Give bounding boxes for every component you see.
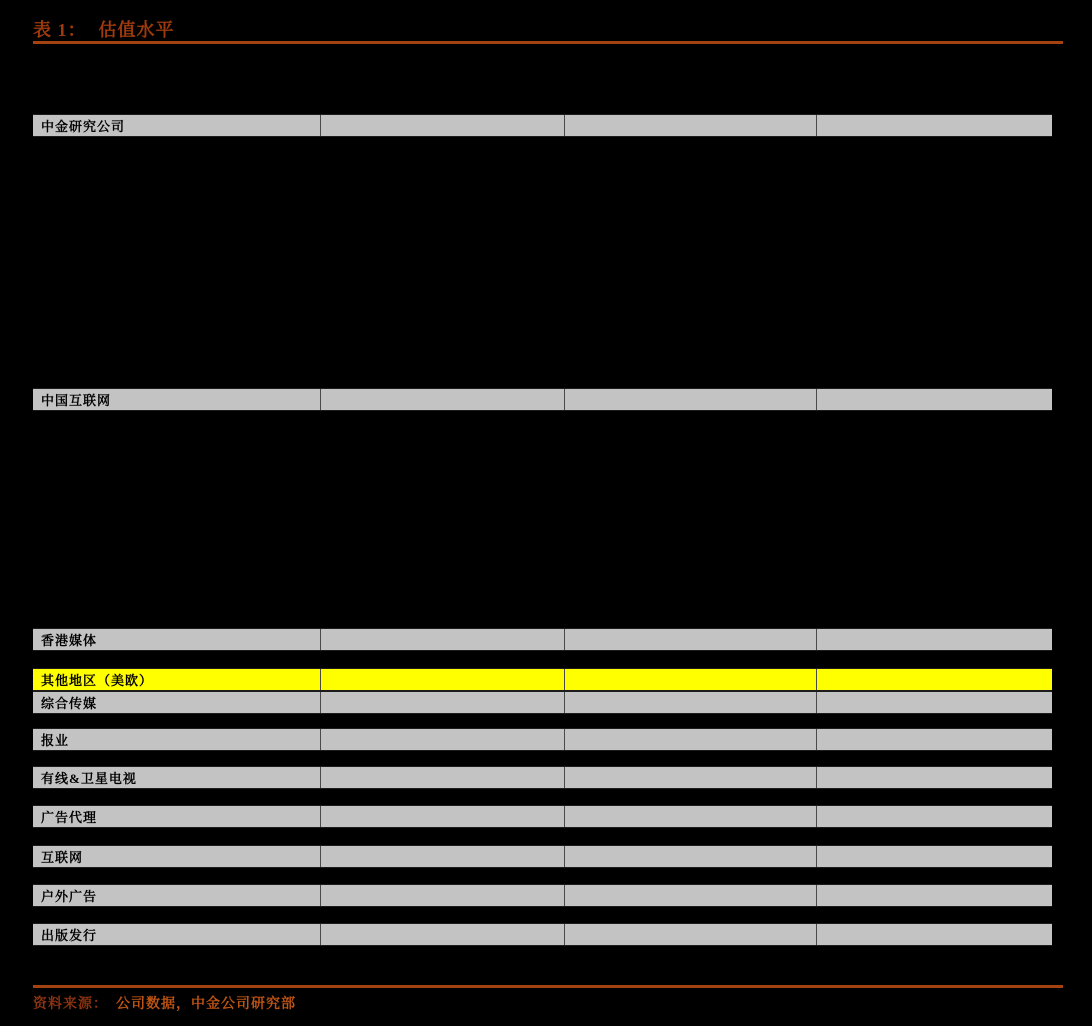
table-cell-empty — [816, 389, 1052, 410]
table-cell-empty — [816, 729, 1052, 750]
row-label: 有线&卫星电视 — [41, 771, 137, 786]
row-label-cell — [33, 389, 320, 410]
row-label: 广告代理 — [41, 810, 98, 825]
source-text: 公司数据，中金公司研究部 — [116, 997, 296, 1012]
table-row — [33, 114, 1052, 137]
row-label-cell — [33, 629, 320, 650]
table-cell-empty — [320, 389, 564, 410]
table-cell-empty — [320, 885, 564, 906]
table-row — [33, 668, 1052, 691]
row-label-cell — [33, 115, 320, 136]
row-label: 互联网 — [41, 850, 84, 865]
table-row — [33, 691, 1052, 714]
table-cell-empty — [564, 846, 816, 867]
table-cell-empty — [816, 767, 1052, 788]
row-label: 中国互联网 — [41, 393, 112, 408]
table-row — [33, 628, 1052, 651]
table-cell-empty — [816, 629, 1052, 650]
row-label: 户外广告 — [41, 889, 98, 904]
table-cell-empty — [320, 629, 564, 650]
table-cell-empty — [816, 669, 1052, 690]
row-label-cell — [33, 846, 320, 867]
table-cell-empty — [816, 115, 1052, 136]
source-label: 资料来源： — [33, 997, 108, 1012]
row-label: 报业 — [41, 733, 70, 748]
table-cell-empty — [564, 669, 816, 690]
table-row — [33, 766, 1052, 789]
table-cell-empty — [816, 924, 1052, 945]
table-cell-empty — [564, 692, 816, 713]
table-cell-empty — [816, 885, 1052, 906]
row-label: 中金研究公司 — [41, 119, 126, 134]
table-row — [33, 805, 1052, 828]
table-row — [33, 884, 1052, 907]
row-label-cell — [33, 767, 320, 788]
source-line — [33, 993, 296, 1013]
table-cell-empty — [564, 806, 816, 827]
row-label: 香港媒体 — [41, 633, 98, 648]
row-label-cell — [33, 924, 320, 945]
table-row — [33, 845, 1052, 868]
table-cell-empty — [564, 729, 816, 750]
table-cell-empty — [564, 924, 816, 945]
table-cell-empty — [564, 389, 816, 410]
table-cell-empty — [320, 669, 564, 690]
table-cell-empty — [564, 885, 816, 906]
row-label-cell — [33, 885, 320, 906]
table-cell-empty — [320, 846, 564, 867]
table-cell-empty — [320, 767, 564, 788]
table-cell-empty — [816, 806, 1052, 827]
row-label-cell — [33, 669, 320, 690]
table-cell-empty — [816, 692, 1052, 713]
table-cell-empty — [320, 692, 564, 713]
row-label-cell — [33, 806, 320, 827]
table-cell-empty — [320, 806, 564, 827]
table-cell-empty — [320, 924, 564, 945]
row-label: 其他地区（美欧） — [41, 673, 154, 688]
table-cell-empty — [320, 729, 564, 750]
table-cell-empty — [320, 115, 564, 136]
table-cell-empty — [564, 629, 816, 650]
row-label: 出版发行 — [41, 928, 98, 943]
table-row — [33, 923, 1052, 946]
table-cell-empty — [564, 115, 816, 136]
table-cell-empty — [564, 767, 816, 788]
table-cell-empty — [816, 846, 1052, 867]
row-label-cell — [33, 692, 320, 713]
row-label: 综合传媒 — [41, 696, 98, 711]
table-row — [33, 388, 1052, 411]
valuation-table — [33, 0, 1052, 1026]
footer-rule — [33, 985, 1063, 988]
table-number-label: 表 1： — [33, 20, 87, 40]
table-row — [33, 728, 1052, 751]
row-label-cell — [33, 729, 320, 750]
table-title-text: 估值水平 — [98, 20, 175, 40]
